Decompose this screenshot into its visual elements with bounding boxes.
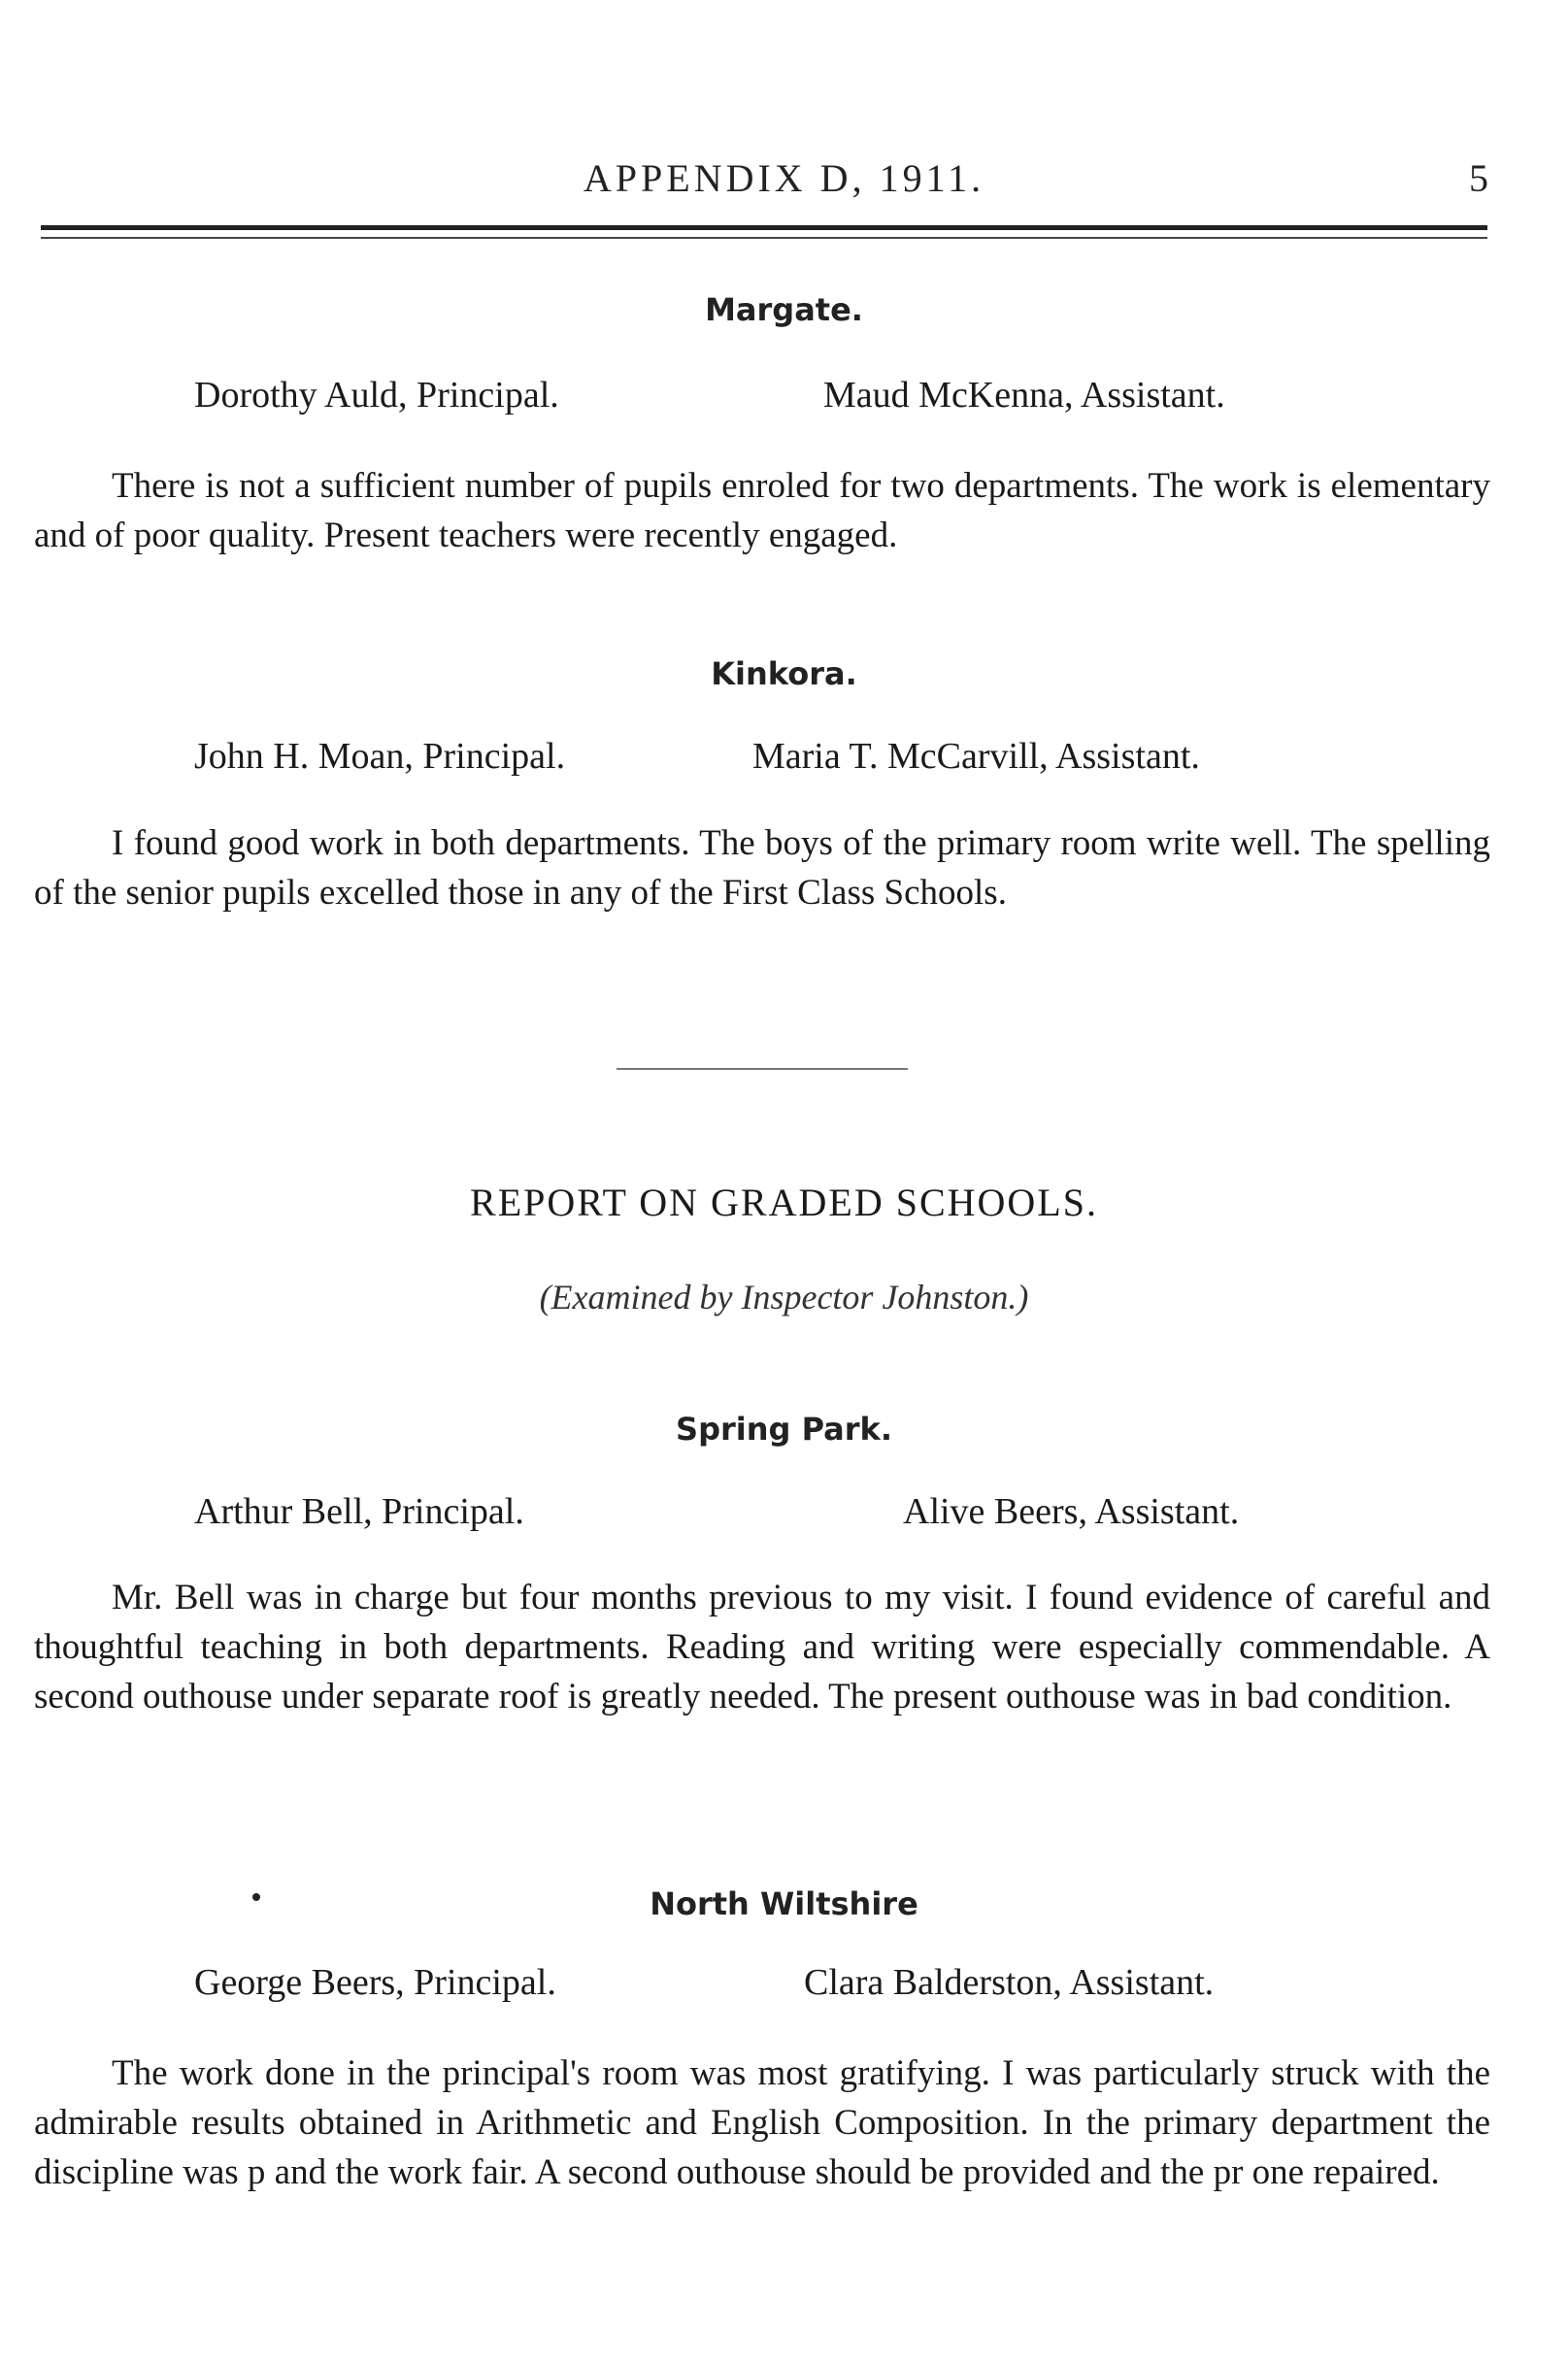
page-number: 5 <box>1469 156 1488 200</box>
section-text: There is not a sufficient number of pupils enroled for two departments. The work is elementary and of poor quality. Present teachers were recently engaged. <box>34 466 1490 555</box>
section-heading-spring-park: Spring Park. <box>676 1411 892 1448</box>
section-heading-kinkora: Kinkora. <box>711 655 857 692</box>
header-rule-thin <box>41 237 1487 239</box>
running-header: APPENDIX D, 1911. <box>583 156 985 200</box>
principal-name: Dorothy Auld, Principal. <box>194 375 559 416</box>
section-text: Mr. Bell was in charge but four months previous to my visit. I found evidence of careful and thoughtful teaching in both departments. Reading and writing were especially commendable. A second outhouse under separate roof is greatly needed. The present outhouse was in bad condition. <box>34 1578 1490 1716</box>
report-subtitle: (Examined by Inspector Johnston.) <box>539 1278 1029 1316</box>
principal-name: Arthur Bell, Principal. <box>194 1491 524 1532</box>
assistant-name: Maud McKenna, Assistant. <box>823 375 1225 416</box>
section-heading-north-wiltshire: North Wiltshire <box>650 1885 918 1922</box>
section-heading-margate: Margate. <box>705 291 863 328</box>
principal-name: George Beers, Principal. <box>194 1962 556 2003</box>
assistant-name: Clara Balderston, Assistant. <box>804 1962 1215 2003</box>
section-text: I found good work in both departments. The boys of the primary room write well. The spelling of the senior pupils excelled those in any of the First Class Schools. <box>34 823 1490 913</box>
header-rule-thick <box>41 225 1487 230</box>
assistant-name: Alive Beers, Assistant. <box>903 1491 1240 1532</box>
assistant-name: Maria T. McCarvill, Assistant. <box>752 736 1200 777</box>
section-text: The work done in the principal's room was most gratifying. I was particularly struck with the admirable results obtained in Arithmetic and English Composition. In the primary department the discipline was p and the work fair. A second outhouse should be provided and the pr one repaired. <box>34 2053 1490 2192</box>
section-divider <box>617 1068 908 1070</box>
report-title: REPORT ON GRADED SCHOOLS. <box>470 1181 1098 1224</box>
principal-name: John H. Moan, Principal. <box>194 736 566 777</box>
